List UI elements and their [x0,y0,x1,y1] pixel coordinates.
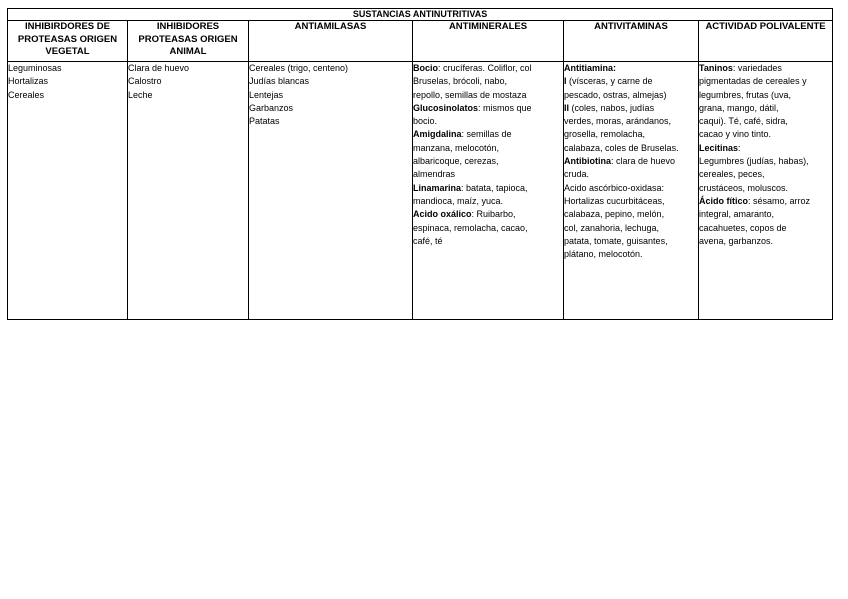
bold-term: Ácido fítico [699,195,748,206]
cell-line [413,89,563,102]
cell-line [564,208,698,221]
text-segment: cruda. [564,169,590,180]
cell-line [413,235,563,248]
cell-line [564,248,698,261]
text-segment: Leche [128,89,153,100]
bold-term: I [564,76,567,87]
text-segment: cacahuetes, copos de [699,222,787,233]
text-segment: integral, amaranto, [699,209,775,220]
cell-line [128,89,248,102]
cell-line [413,102,563,115]
header-line: ANIMAL [169,46,207,57]
text-segment: Leguminosas [8,63,62,73]
cell-line [699,128,832,141]
header-animal-protease-inhibitors [128,21,249,62]
text-segment: Hortalizas cucurbitáceas, [564,195,665,206]
text-segment: crustáceos, moluscos. [699,182,789,193]
header-line: ANTIVITAMINAS [594,21,668,32]
cell-vegetal-protease-inhibitors [8,62,128,320]
text-segment: Cereales (trigo, centeno) [249,63,349,73]
text-segment: : Ruibarbo, [471,209,516,220]
text-segment: mandioca, maíz, yuca. [413,195,504,206]
body-row [8,62,833,320]
text-segment: repollo, semillas de mostaza [413,89,527,100]
text-segment: : semillas de [461,129,512,140]
bold-term: Lecitinas [699,142,739,153]
cell-line [249,89,412,102]
bold-term: Antitiamina: [564,63,617,73]
cell-line [128,62,248,75]
cell-line [699,182,832,195]
bold-term: II [564,102,570,113]
bold-term: Glucosinolatos [413,102,479,113]
text-segment: : [738,142,741,153]
text-segment: : mismos que [478,102,532,113]
text-segment: grana, mango, dátil, [699,102,779,113]
cell-line [249,115,412,128]
text-segment: café, té [413,235,443,246]
antinutrient-table [7,8,833,320]
cell-line [413,182,563,195]
text-segment: Clara de huevo [128,63,190,73]
cell-line [699,89,832,102]
text-segment: patata, tomate, guisantes, [564,235,668,246]
cell-line [564,195,698,208]
text-segment: (coles, nabos, judías [569,102,655,113]
cell-line [564,115,698,128]
text-segment: caqui). Té, café, sidra, [699,116,788,127]
text-segment: : batata, tapioca, [461,182,528,193]
cell-line [413,142,563,155]
cell-line [249,62,412,75]
cell-line [413,115,563,128]
text-segment: : crucíferas. Coliflor, col [438,63,532,73]
header-line: INHIBIDORES [156,21,220,32]
text-segment: pigmentadas de cereales y [699,76,807,87]
bold-term: Acido oxálico [413,209,472,220]
header-line: ANTIMINERALES [448,21,528,32]
text-segment: Lentejas [249,89,284,100]
header-row [8,21,833,62]
cell-line [413,195,563,208]
cell-line [564,168,698,181]
text-segment: Hortalizas [8,76,49,87]
cell-line [699,75,832,88]
cell-antivitamins [564,62,699,320]
cell-line [249,102,412,115]
cell-line [413,128,563,141]
header-line: PROTEASAS ORIGEN [17,33,118,45]
cell-animal-protease-inhibitors [128,62,249,320]
cell-line [564,155,698,168]
text-segment: espinaca, remolacha, cacao, [413,222,528,233]
header-line: INHIBIRDORES DE [25,21,110,32]
text-segment: Judías blancas [249,76,310,87]
cell-line [413,155,563,168]
bold-term: Linamarina [413,182,462,193]
text-segment: col, zanahoria, lechuga, [564,222,660,233]
text-segment: Patatas [249,116,280,127]
cell-line [413,75,563,88]
text-segment: verdes, moras, arándanos, [564,116,672,127]
cell-line [699,102,832,115]
cell-line [249,75,412,88]
bold-term: Antibiotina [564,156,611,167]
cell-line [564,128,698,141]
cell-line [699,115,832,128]
text-segment: : sésamo, arroz [748,195,811,206]
cell-antiminerals [413,62,564,320]
cell-line [699,168,832,181]
header-line: ACTIVIDAD POLIVALENTE [705,21,826,32]
cell-line [699,235,832,248]
text-segment: cereales, peces, [699,169,765,180]
cell-line [699,155,832,168]
text-segment: pescado, ostras, almejas) [564,89,667,100]
cell-line [413,168,563,181]
bold-term: Amigdalina [413,129,462,140]
cell-line [564,182,698,195]
header-antiminerals [413,21,564,62]
header-antiamylases [249,21,413,62]
text-segment: Legumbres (judías, habas), [699,156,809,167]
cell-line [699,195,832,208]
text-segment: cacao y vino tinto. [699,129,772,140]
header-line: VEGETAL [45,46,90,57]
cell-line [699,62,832,75]
cell-line [413,62,563,75]
cell-line [413,208,563,221]
text-segment: avena, garbanzos. [699,235,774,246]
bold-term: Taninos [699,63,733,73]
cell-line [564,102,698,115]
header-vegetal-protease-inhibitors [8,21,128,62]
text-segment: manzana, melocotón, [413,142,500,153]
text-segment: Calostro [128,76,162,87]
text-segment: Garbanzos [249,102,294,113]
cell-line [413,222,563,235]
cell-line [564,142,698,155]
text-segment: grosella, remolacha, [564,129,646,140]
cell-line [564,235,698,248]
cell-antiamylases [249,62,413,320]
text-segment: : clara de huevo [611,156,676,167]
cell-line [564,89,698,102]
cell-polyvalent-activity [699,62,833,320]
cell-line [564,222,698,235]
header-antivitamins [564,21,699,62]
header-polyvalent-activity [699,21,833,62]
cell-line [8,75,127,88]
table-title: SUSTANCIAS ANTINUTRITIVAS [8,9,833,21]
bold-term: Bocio [413,63,439,73]
header-line: PROTEASAS ORIGEN [138,33,238,45]
cell-line [564,75,698,88]
cell-line [564,62,698,75]
cell-line [699,208,832,221]
text-segment: Bruselas, brócoli, nabo, [413,76,508,87]
text-segment: calabaza, coles de Bruselas. [564,142,679,153]
text-segment: plátano, melocotón. [564,249,643,260]
text-segment: Cereales [8,89,45,100]
text-segment: bocio. [413,116,438,127]
text-segment: (vísceras, y carne de [566,76,653,87]
text-segment: legumbres, frutas (uva, [699,89,792,100]
text-segment: calabaza, pepino, melón, [564,209,665,220]
cell-line [8,89,127,102]
text-segment: : variedades [732,63,782,73]
text-segment: Acido ascórbico-oxidasa: [564,182,665,193]
cell-line [699,222,832,235]
text-segment: almendras [413,169,456,180]
cell-line [8,62,127,75]
text-segment: albaricoque, cerezas, [413,156,499,167]
cell-line [699,142,832,155]
cell-line [128,75,248,88]
header-line: ANTIAMILASAS [294,21,367,32]
